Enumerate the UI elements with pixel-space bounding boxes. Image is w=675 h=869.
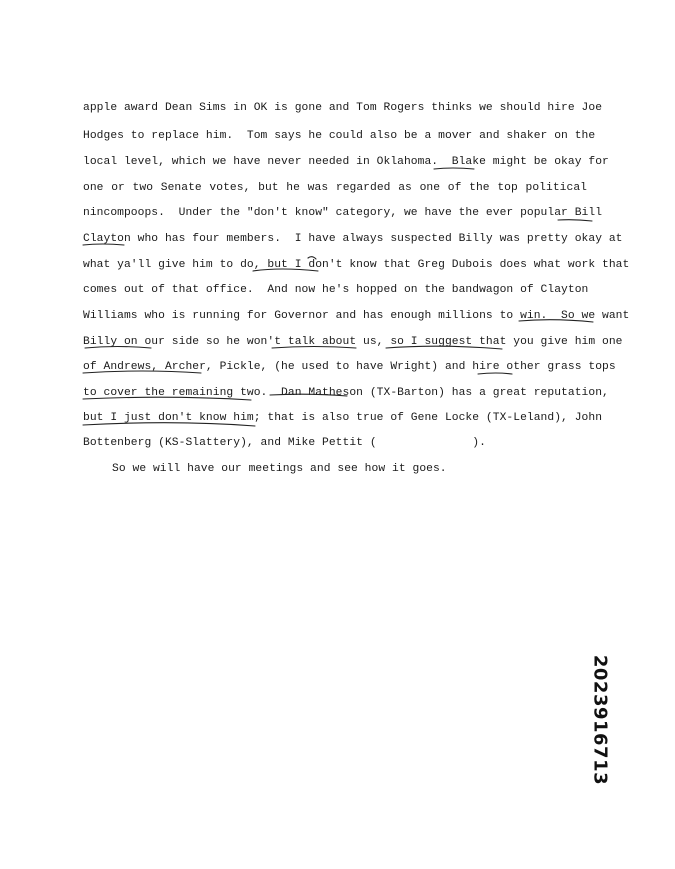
body-line-2: Hodges to replace him. Tom says he could also be a mover and shaker on the xyxy=(83,130,596,142)
body-line-1: apple award Dean Sims in OK is gone and Tom Rogers thinks we should hire Joe xyxy=(83,102,603,114)
body-line-12: to cover the remaining two. Dan Matheson (TX-Barton) has a great reputation, xyxy=(83,387,609,399)
body-line-13: but I just don't know him; that is also true of Gene Locke (TX-Leland), John xyxy=(83,412,603,424)
body-line-14: Bottenberg (KS-Slattery), and Mike Pettit ( ). xyxy=(83,437,486,449)
body-line-8: comes out of that office. And now he's hopped on the bandwagon of Clayton xyxy=(83,284,589,296)
body-line-3: local level, which we have never needed in Oklahoma. Blake might be okay for xyxy=(83,156,609,168)
body-line-10: Billy on our side so he won't talk about us, so I suggest that you give him one xyxy=(83,336,623,348)
body-line-7: what ya'll give him to do, but I don't know that Greg Dubois does what work that xyxy=(83,259,630,271)
body-line-4: one or two Senate votes, but he was regarded as one of the top political xyxy=(83,182,587,194)
body-line-6: Clayton who has four members. I have always suspected Billy was pretty okay at xyxy=(83,233,623,245)
body-line-5: nincompoops. Under the "don't know" category, we have the ever popular Bill xyxy=(83,207,603,219)
body-line-11: of Andrews, Archer, Pickle, (he used to have Wright) and hire other grass tops xyxy=(83,361,616,373)
closing-line: So we will have our meetings and see how it goes. xyxy=(112,463,447,475)
bates-number: 2023916713 xyxy=(589,654,611,786)
body-line-9: Williams who is running for Governor and has enough millions to win. So we want xyxy=(83,310,630,322)
